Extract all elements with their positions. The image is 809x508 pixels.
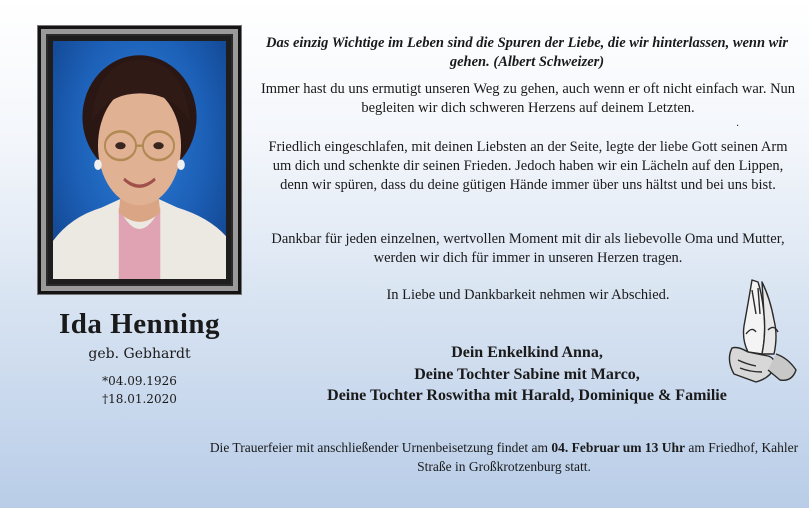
paragraph-farewell: In Liebe und Dankbarkeit nehmen wir Abschied.: [386, 287, 670, 303]
praying-hands-icon: [722, 274, 802, 386]
signature-line: Deine Tochter Roswitha mit Harald, Dominique & Familie: [327, 387, 727, 404]
birth-date: *04.09.1926: [102, 374, 177, 388]
ceremony-text-1: Die Trauerfeier mit anschließender Urnenbeisetzung findet am: [209, 440, 552, 455]
signature-line: Dein Enkelkind Anna,: [451, 344, 603, 361]
paragraph-encouragement: Immer hast du uns ermutigt unseren Weg zu gehen, auch wenn er oft nicht einfach war. Nun begleiten wir dich schweren Herzens auf deinem Letzten.: [260, 81, 796, 116]
death-date: †18.01.2020: [102, 392, 177, 406]
deceased-name: Ida Henning: [58, 308, 221, 340]
ceremony-text-2: am Friedhof, Kahler Straße in Großkrotzenburg statt.: [417, 440, 799, 474]
maiden-name: geb. Gebhardt: [88, 346, 191, 362]
portrait-frame: [38, 26, 241, 294]
signatures: [262, 342, 792, 407]
ceremony-date: 04. Februar um 13 Uhr: [551, 440, 685, 455]
paragraph-peaceful: Friedlich eingeschlafen, mit deinen Liebsten an der Seite, legte der liebe Gott seinen Arm um dich und schenkte dir seinen Frieden. Jedoch haben wir ein Lächeln auf den Lippen, denn wir spüren, dass du deine gütigen Hände immer über uns hältst und bei uns bist.: [268, 139, 788, 193]
ceremony-info: [208, 438, 800, 476]
portrait-photo: [53, 41, 226, 279]
signature-line: Deine Tochter Sabine mit Marco,: [414, 365, 640, 383]
paragraph-gratitude: Dankbar für jeden einzelnen, wertvollen Moment mit dir als liebevolle Oma und Mutter, werden wir dich für immer in unseren Herzen tragen.: [271, 231, 785, 266]
stray-dot: .: [736, 118, 740, 129]
memorial-quote: Das einzig Wichtige im Leben sind die Spuren der Liebe, die wir hinterlassen, wenn wir gehen. (Albert Schweizer): [265, 35, 789, 70]
